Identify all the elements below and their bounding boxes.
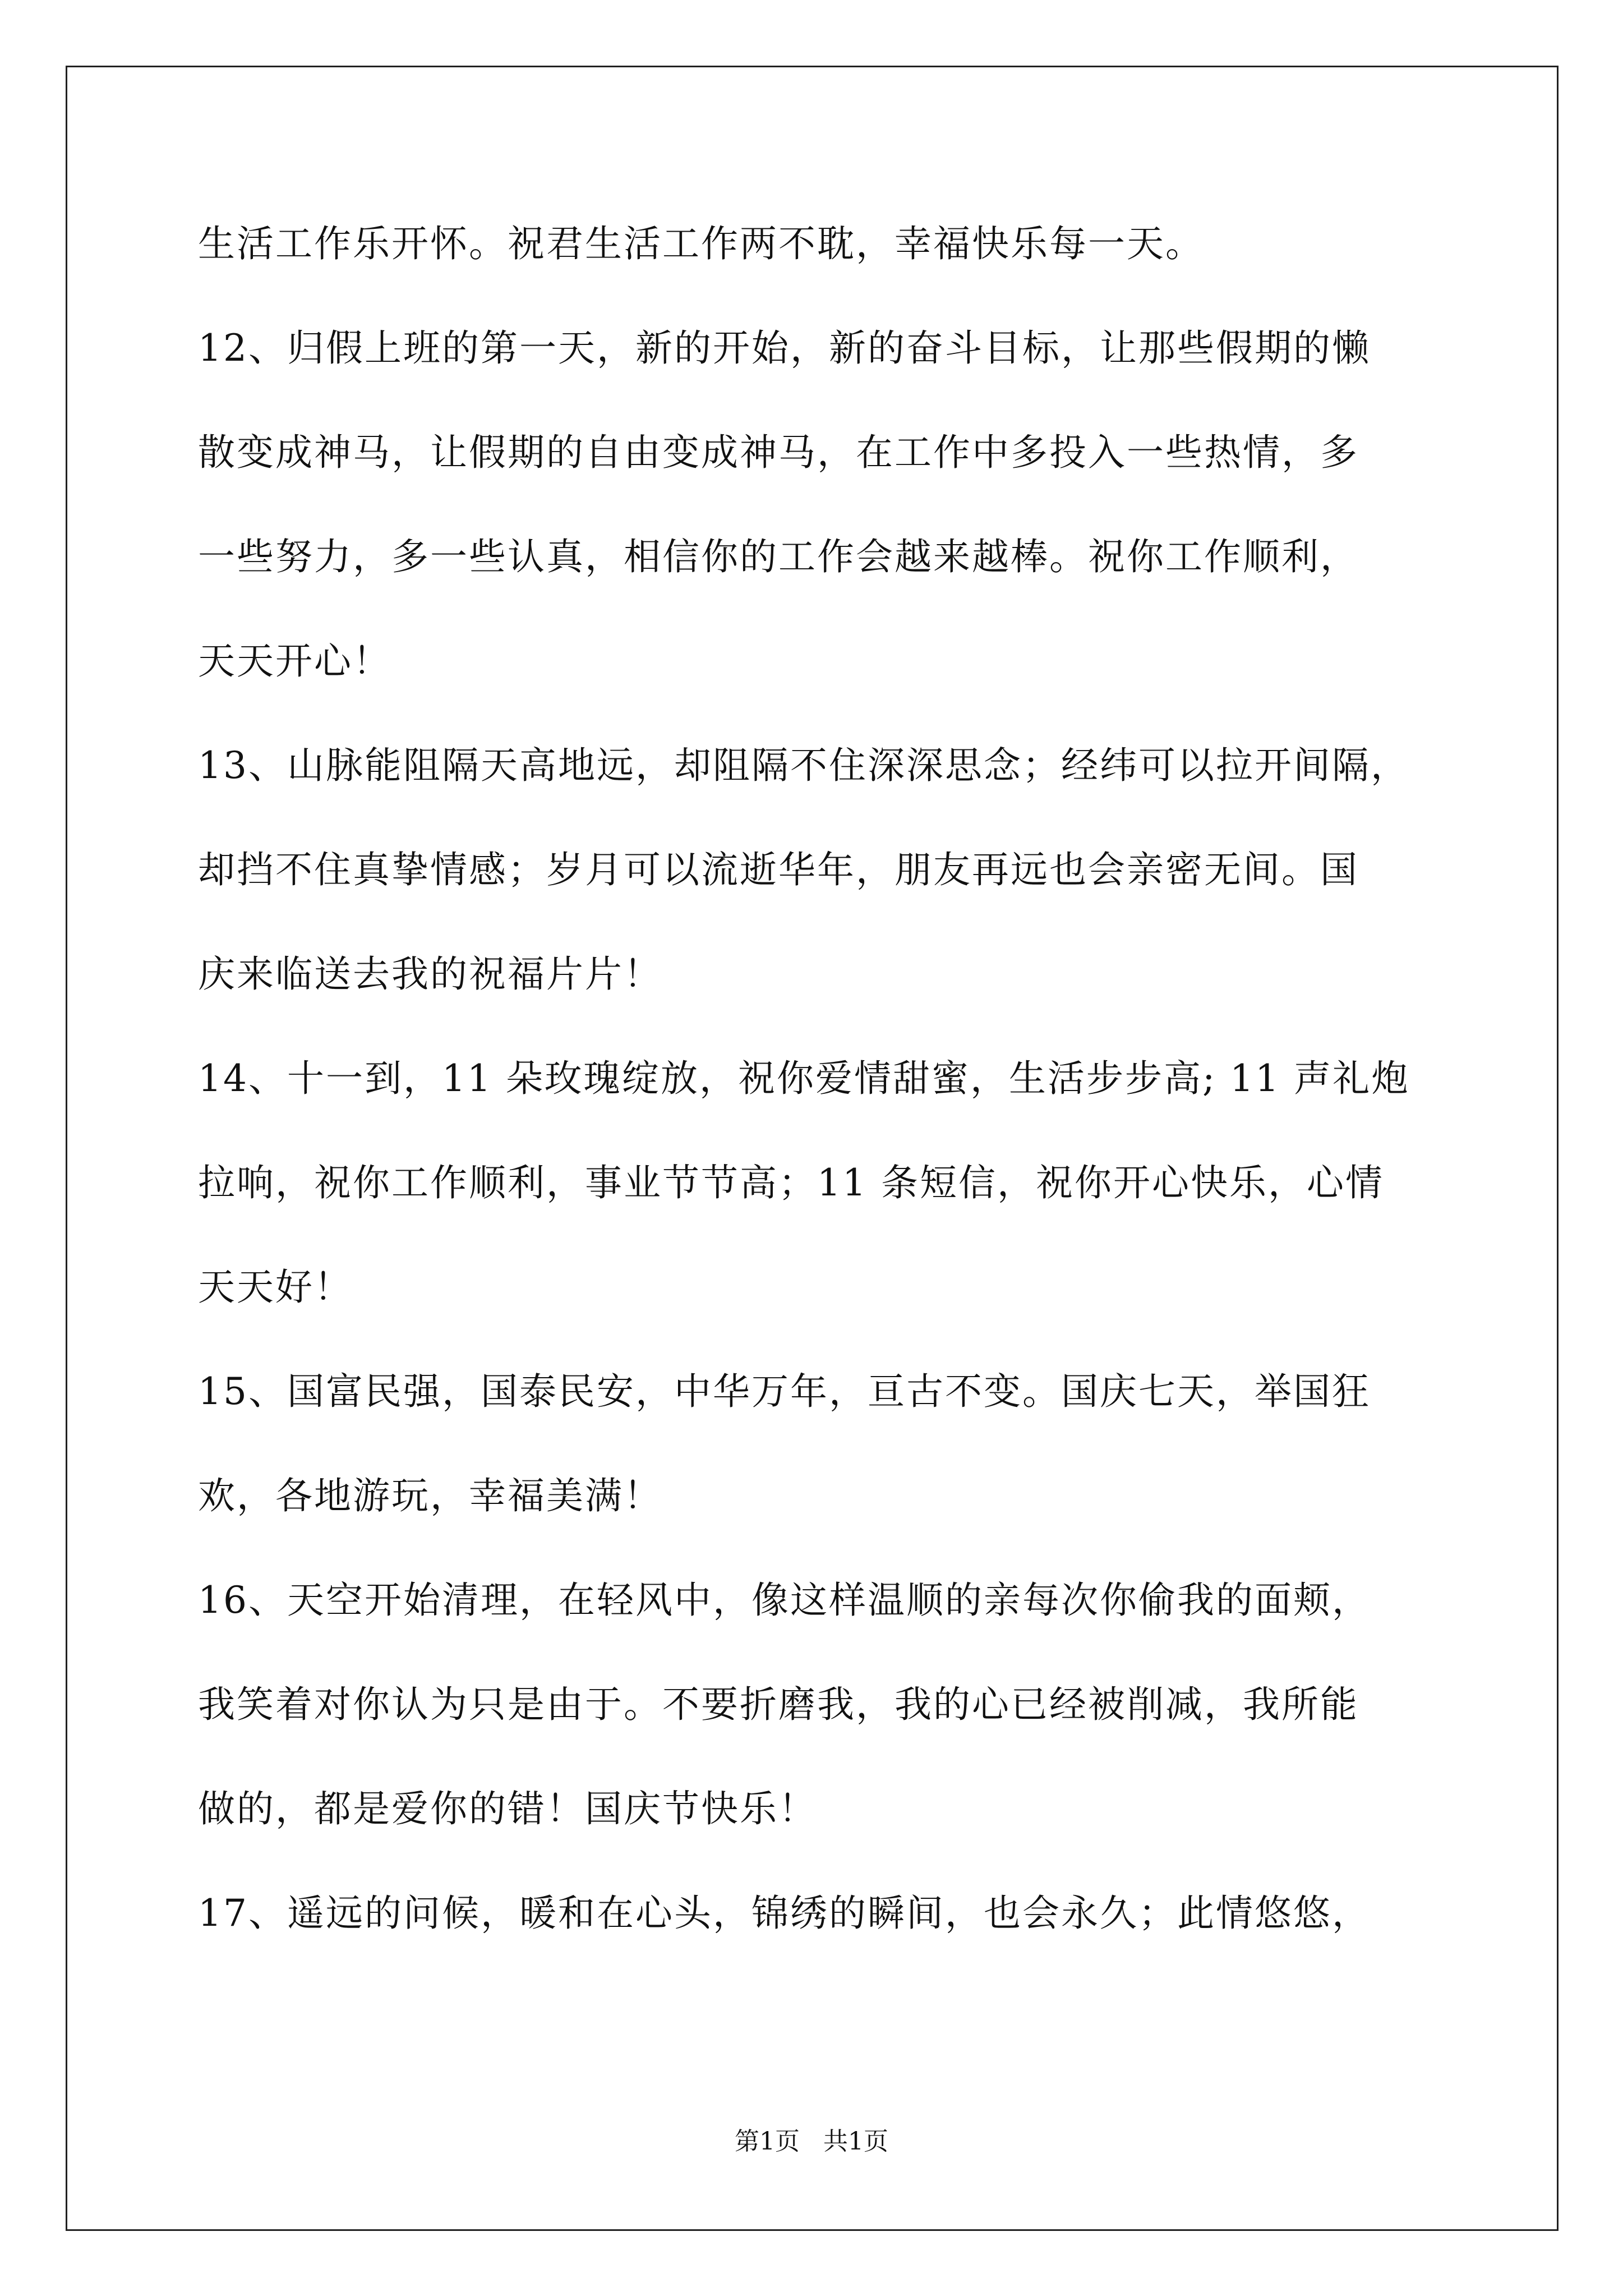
text-line: 庆来临送去我的祝福片片！ — [198, 953, 662, 996]
text-line: 散变成神马，让假期的自由变成神马，在工作中多投入一些热情，多 — [198, 431, 1359, 474]
text-line: 做的，都是爱你的错！国庆节快乐！ — [198, 1787, 817, 1830]
text-line: 17、遥远的问候，暖和在心头，锦绣的瞬间，也会永久；此情悠悠， — [198, 1892, 1371, 1935]
text-line: 拉响，祝你工作顺利，事业节节高；11 条短信，祝你开心快乐，心情 — [198, 1161, 1384, 1204]
text-line: 一些努力，多一些认真，相信你的工作会越来越棒。祝你工作顺利， — [198, 535, 1359, 578]
text-line: 却挡不住真挚情感；岁月可以流逝华年，朋友再远也会亲密无间。国 — [198, 848, 1359, 891]
text-line: 14、十一到，11 朵玫瑰绽放，祝你爱情甜蜜，生活步步高; 11 声礼炮 — [198, 1057, 1410, 1100]
text-line: 天天好！ — [198, 1266, 353, 1309]
page-footer: 第1页 共1页 — [735, 2127, 888, 2156]
text-line: 生活工作乐开怀。祝君生活工作两不耽，幸福快乐每一天。 — [198, 222, 1204, 265]
text-line: 16、天空开始清理，在轻风中，像这样温顺的亲每次你偷我的面颊， — [198, 1579, 1371, 1622]
text-line: 天天开心！ — [198, 639, 391, 683]
text-line: 15、国富民强，国泰民安，中华万年，亘古不变。国庆七天，举国狂 — [198, 1370, 1371, 1413]
text-line: 欢，各地游玩，幸福美满！ — [198, 1474, 662, 1517]
text-line: 13、山脉能阻隔天高地远，却阻隔不住深深思念；经纬可以拉开间隔， — [198, 744, 1409, 787]
text-line: 12、归假上班的第一天，新的开始，新的奋斗目标，让那些假期的懒 — [198, 326, 1371, 370]
text-line: 我笑着对你认为只是由于。不要折磨我，我的心已经被削减，我所能 — [198, 1683, 1359, 1726]
